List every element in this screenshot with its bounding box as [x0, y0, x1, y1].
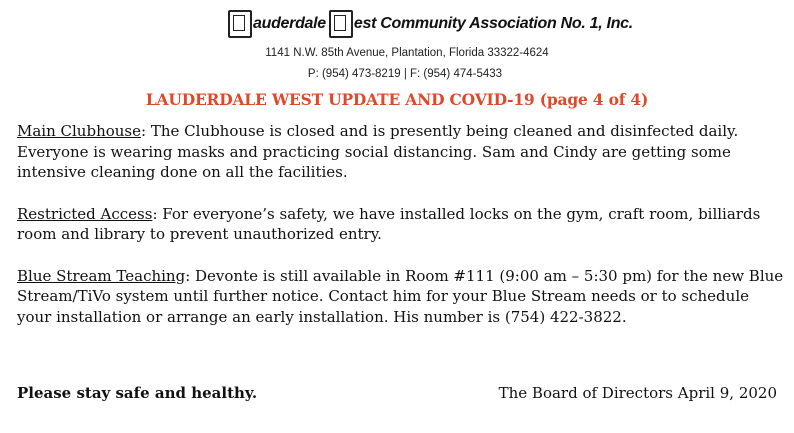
- logo-l-mark: [228, 10, 252, 38]
- document-title: LAUDERDALE WEST UPDATE AND COVID-19 (page 4 of 4): [145, 90, 649, 109]
- section-restricted-access: [17, 204, 787, 245]
- organization-logo: [228, 9, 633, 39]
- section-heading: Blue Stream Teaching: [17, 266, 186, 285]
- section-body: : Devonte is still available in Room #111 (9:00 am – 5:30 pm) for the new Blue Stream/TiVo system until further notice. Contact him for your Blue Stream needs or to schedule your installation or arrange an early installation. His number is (754) 422-3822.: [17, 266, 784, 326]
- org-name-part-1: auderdale: [253, 15, 326, 32]
- section-blue-stream-teaching: [17, 266, 787, 328]
- section-body: : The Clubhouse is closed and is presently being cleaned and disinfected daily. Everyone is wearing masks and practicing social distancing. Sam and Cindy are getting some intensive cleaning done on all the facilities.: [17, 122, 739, 181]
- document-body: [17, 121, 787, 348]
- org-address: 1141 N.W. 85th Avenue, Plantation, Florida 33322-4624: [265, 47, 549, 59]
- closing-line: Please stay safe and healthy.: [17, 384, 258, 402]
- logo-w-mark: [329, 10, 353, 38]
- section-heading: Main Clubhouse: [17, 122, 141, 140]
- signature-line: The Board of Directors April 9, 2020: [498, 384, 777, 402]
- section-heading: Restricted Access: [17, 204, 153, 223]
- section-body: : For everyone’s safety, we have installed locks on the gym, craft room, billiards room and library to prevent unauthorized entry.: [17, 204, 761, 243]
- section-main-clubhouse: [17, 121, 787, 183]
- org-name-part-2: est Community Association No. 1, Inc.: [353, 15, 633, 32]
- org-phone-fax: P: (954) 473-8219 | F: (954) 474-5433: [307, 68, 503, 80]
